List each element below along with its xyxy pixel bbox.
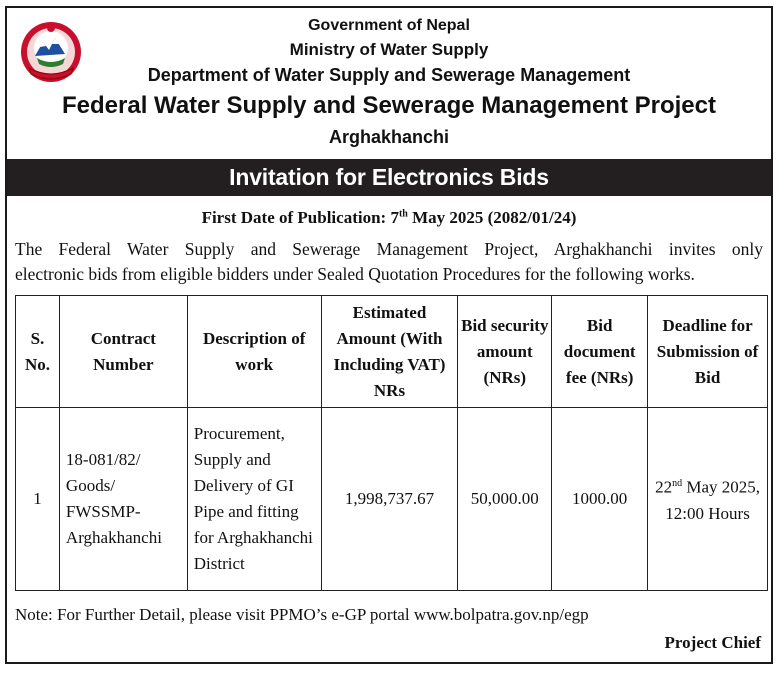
invitation-title: Invitation for Electronics Bids [229, 164, 549, 190]
col-header-security: Bid security amount (NRs) [458, 296, 552, 408]
publication-date-rest: May 2025 (2082/01/24) [407, 208, 577, 227]
cell-deadline [648, 408, 768, 591]
footer-note: Note: For Further Detail, please visit PPMO’s e-GP portal www.bolpatra.gov.np/egp [15, 605, 589, 624]
publication-date [7, 208, 771, 228]
col-header-contract: Contract Number [59, 296, 187, 408]
department-heading: Department of Water Supply and Sewerage Management [147, 65, 631, 85]
cell-sno: 1 [16, 408, 60, 591]
cell-estimated-amount: 1,998,737.67 [321, 408, 458, 591]
table-row [16, 408, 768, 591]
cell-bid-security: 50,000.00 [458, 408, 552, 591]
col-header-fee: Bid document fee (NRs) [552, 296, 648, 408]
cell-document-fee: 1000.00 [552, 408, 648, 591]
col-header-deadline: Deadline for Submission of Bid [648, 296, 768, 408]
works-table [15, 295, 768, 591]
table-header-row [16, 296, 768, 408]
intro-line-2: electronic bids from eligible bidders under Sealed Quotation Procedures for the following works. [15, 264, 695, 284]
cell-description: Procurement, Supply and Delivery of GI Pipe and fitting for Arghakhanchi District [187, 408, 321, 591]
publication-date-sup: th [398, 208, 408, 220]
publication-date-prefix: First Date of Publication: 7 [201, 208, 399, 227]
deadline-rest: May 2025, 12:00 Hours [665, 477, 761, 523]
col-header-description: Description of work [187, 296, 321, 408]
notice-frame [5, 6, 773, 664]
intro-line-1: The Federal Water Supply and Sewerage Management Project, Arghakhanchi invites only [15, 239, 763, 259]
signatory: Project Chief [664, 633, 761, 652]
project-heading: Federal Water Supply and Sewerage Management Project [62, 92, 716, 119]
government-heading: Government of Nepal [308, 17, 470, 34]
col-header-estimated: Estimated Amount (With Including VAT) NRs [321, 296, 458, 408]
deadline-sup: nd [672, 478, 683, 490]
col-header-sno: S. No. [16, 296, 60, 408]
location-heading: Arghakhanchi [328, 127, 450, 147]
cell-contract-number: 18-081/82/ Goods/ FWSSMP-Arghakhanchi [59, 408, 187, 591]
ministry-heading: Ministry of Water Supply [289, 40, 489, 59]
deadline-day: 22 [655, 477, 673, 497]
